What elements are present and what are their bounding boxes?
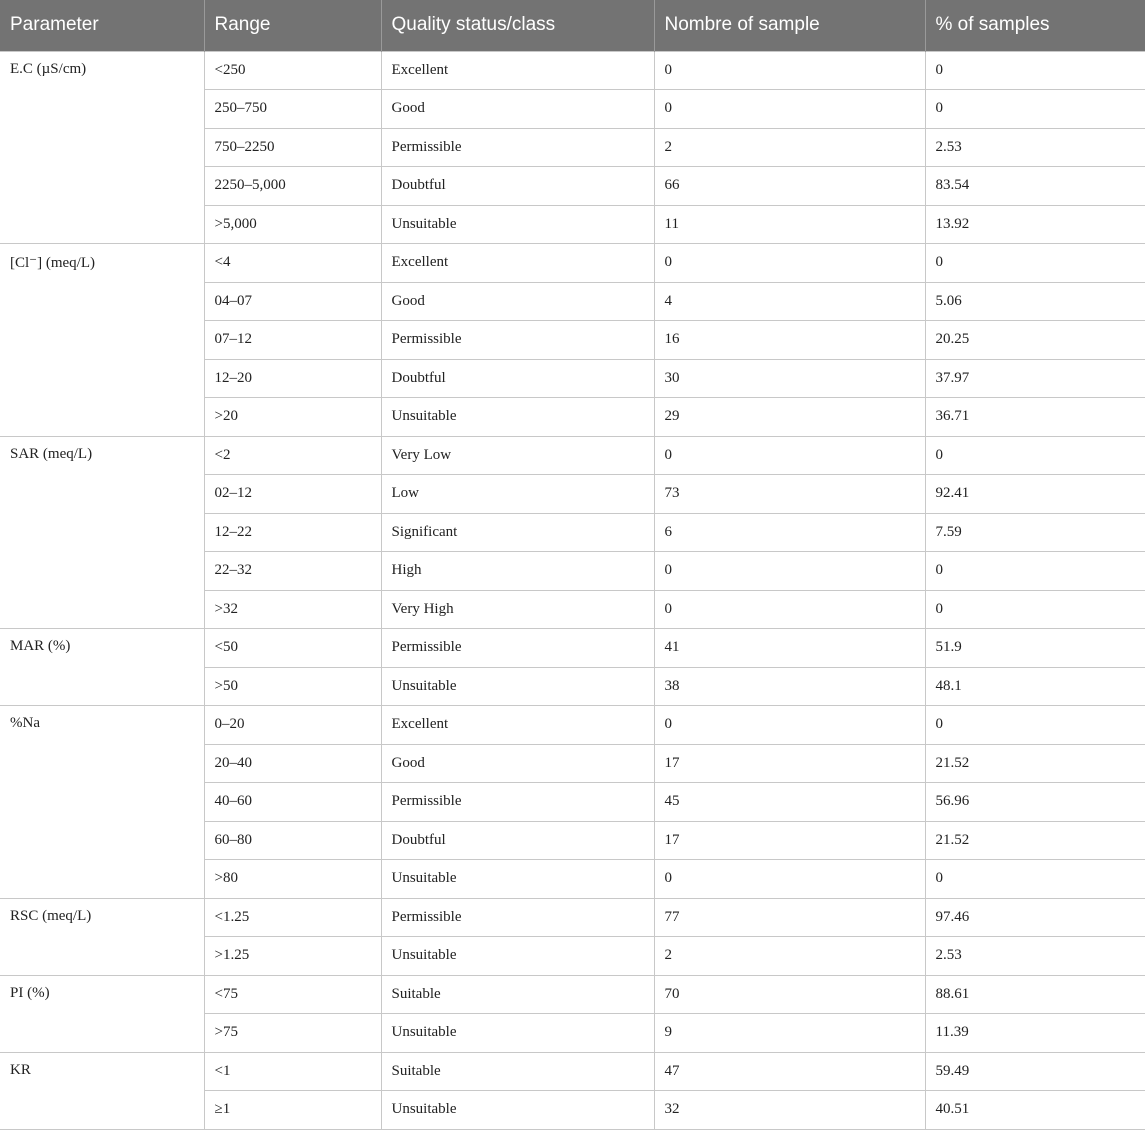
table-row [0, 898, 1145, 937]
parameter-cell: KR [0, 1052, 204, 1129]
sample-count-cell: 0 [654, 590, 925, 629]
range-cell: >50 [204, 667, 381, 706]
quality-status-cell: Permissible [381, 783, 654, 822]
quality-status-cell: Excellent [381, 244, 654, 283]
sample-count-cell: 6 [654, 513, 925, 552]
range-cell: 04–07 [204, 282, 381, 321]
range-cell: 750–2250 [204, 128, 381, 167]
table-row [0, 706, 1145, 745]
quality-status-cell: High [381, 552, 654, 591]
table-row [0, 1052, 1145, 1091]
range-cell: <250 [204, 51, 381, 90]
sample-count-cell: 45 [654, 783, 925, 822]
sample-count-cell: 2 [654, 128, 925, 167]
table-row [0, 244, 1145, 283]
parameter-cell: [Cl⁻] (meq/L) [0, 244, 204, 437]
header-sample-percent: % of samples [925, 0, 1145, 51]
range-cell: 60–80 [204, 821, 381, 860]
sample-count-cell: 66 [654, 167, 925, 206]
range-cell: 22–32 [204, 552, 381, 591]
sample-count-cell: 9 [654, 1014, 925, 1053]
sample-percent-cell: 20.25 [925, 321, 1145, 360]
quality-status-cell: Very Low [381, 436, 654, 475]
header-parameter: Parameter [0, 0, 204, 51]
sample-count-cell: 0 [654, 51, 925, 90]
sample-count-cell: 38 [654, 667, 925, 706]
quality-status-cell: Suitable [381, 1052, 654, 1091]
quality-status-cell: Unsuitable [381, 1014, 654, 1053]
sample-count-cell: 4 [654, 282, 925, 321]
quality-status-cell: Doubtful [381, 167, 654, 206]
sample-count-cell: 70 [654, 975, 925, 1014]
sample-count-cell: 30 [654, 359, 925, 398]
quality-status-cell: Permissible [381, 128, 654, 167]
range-cell: 250–750 [204, 90, 381, 129]
sample-percent-cell: 37.97 [925, 359, 1145, 398]
range-cell: 2250–5,000 [204, 167, 381, 206]
header-row [0, 0, 1145, 51]
table-row [0, 629, 1145, 668]
sample-count-cell: 17 [654, 744, 925, 783]
sample-percent-cell: 56.96 [925, 783, 1145, 822]
range-cell: 12–22 [204, 513, 381, 552]
table-row [0, 975, 1145, 1014]
range-cell: >32 [204, 590, 381, 629]
range-cell: 07–12 [204, 321, 381, 360]
sample-percent-cell: 21.52 [925, 821, 1145, 860]
quality-status-cell: Unsuitable [381, 1091, 654, 1130]
sample-count-cell: 0 [654, 90, 925, 129]
sample-count-cell: 73 [654, 475, 925, 514]
sample-percent-cell: 0 [925, 90, 1145, 129]
sample-percent-cell: 2.53 [925, 128, 1145, 167]
quality-status-cell: Unsuitable [381, 667, 654, 706]
range-cell: <75 [204, 975, 381, 1014]
range-cell: <1 [204, 1052, 381, 1091]
sample-percent-cell: 21.52 [925, 744, 1145, 783]
sample-percent-cell: 51.9 [925, 629, 1145, 668]
sample-percent-cell: 88.61 [925, 975, 1145, 1014]
sample-count-cell: 2 [654, 937, 925, 976]
sample-count-cell: 0 [654, 436, 925, 475]
sample-percent-cell: 92.41 [925, 475, 1145, 514]
sample-count-cell: 17 [654, 821, 925, 860]
quality-status-cell: Good [381, 282, 654, 321]
sample-count-cell: 0 [654, 244, 925, 283]
sample-percent-cell: 0 [925, 552, 1145, 591]
sample-count-cell: 47 [654, 1052, 925, 1091]
parameter-cell: PI (%) [0, 975, 204, 1052]
parameter-cell: %Na [0, 706, 204, 899]
range-cell: 0–20 [204, 706, 381, 745]
sample-percent-cell: 59.49 [925, 1052, 1145, 1091]
table-row [0, 436, 1145, 475]
sample-percent-cell: 0 [925, 590, 1145, 629]
sample-count-cell: 0 [654, 552, 925, 591]
range-cell: 40–60 [204, 783, 381, 822]
sample-percent-cell: 0 [925, 706, 1145, 745]
quality-status-cell: Permissible [381, 321, 654, 360]
sample-percent-cell: 83.54 [925, 167, 1145, 206]
quality-status-cell: Doubtful [381, 821, 654, 860]
quality-status-cell: Permissible [381, 898, 654, 937]
sample-count-cell: 77 [654, 898, 925, 937]
quality-status-cell: Unsuitable [381, 205, 654, 244]
range-cell: <4 [204, 244, 381, 283]
range-cell: 02–12 [204, 475, 381, 514]
sample-percent-cell: 0 [925, 51, 1145, 90]
sample-percent-cell: 36.71 [925, 398, 1145, 437]
quality-status-cell: Permissible [381, 629, 654, 668]
sample-percent-cell: 97.46 [925, 898, 1145, 937]
parameter-cell: E.C (µS/cm) [0, 51, 204, 244]
sample-percent-cell: 40.51 [925, 1091, 1145, 1130]
header-range: Range [204, 0, 381, 51]
sample-percent-cell: 48.1 [925, 667, 1145, 706]
sample-count-cell: 16 [654, 321, 925, 360]
range-cell: >20 [204, 398, 381, 437]
sample-count-cell: 29 [654, 398, 925, 437]
range-cell: <1.25 [204, 898, 381, 937]
range-cell: 12–20 [204, 359, 381, 398]
sample-percent-cell: 0 [925, 436, 1145, 475]
quality-status-cell: Unsuitable [381, 937, 654, 976]
quality-status-cell: Unsuitable [381, 398, 654, 437]
sample-count-cell: 32 [654, 1091, 925, 1130]
quality-status-cell: Low [381, 475, 654, 514]
sample-count-cell: 11 [654, 205, 925, 244]
range-cell: 20–40 [204, 744, 381, 783]
sample-count-cell: 41 [654, 629, 925, 668]
quality-status-cell: Significant [381, 513, 654, 552]
quality-status-cell: Excellent [381, 706, 654, 745]
parameter-cell: MAR (%) [0, 629, 204, 706]
range-cell: <50 [204, 629, 381, 668]
range-cell: >5,000 [204, 205, 381, 244]
quality-status-cell: Unsuitable [381, 860, 654, 899]
sample-percent-cell: 0 [925, 244, 1145, 283]
parameter-cell: RSC (meq/L) [0, 898, 204, 975]
quality-status-cell: Good [381, 90, 654, 129]
range-cell: ≥1 [204, 1091, 381, 1130]
table-row [0, 51, 1145, 90]
header-sample-count: Nombre of sample [654, 0, 925, 51]
range-cell: >1.25 [204, 937, 381, 976]
header-quality-status: Quality status/class [381, 0, 654, 51]
quality-status-cell: Good [381, 744, 654, 783]
sample-percent-cell: 7.59 [925, 513, 1145, 552]
sample-percent-cell: 2.53 [925, 937, 1145, 976]
sample-count-cell: 0 [654, 706, 925, 745]
sample-percent-cell: 5.06 [925, 282, 1145, 321]
quality-status-cell: Suitable [381, 975, 654, 1014]
range-cell: >75 [204, 1014, 381, 1053]
sample-percent-cell: 13.92 [925, 205, 1145, 244]
quality-status-cell: Excellent [381, 51, 654, 90]
range-cell: <2 [204, 436, 381, 475]
table-body [0, 51, 1145, 1129]
sample-percent-cell: 11.39 [925, 1014, 1145, 1053]
range-cell: >80 [204, 860, 381, 899]
sample-percent-cell: 0 [925, 860, 1145, 899]
sample-count-cell: 0 [654, 860, 925, 899]
quality-status-cell: Doubtful [381, 359, 654, 398]
quality-status-cell: Very High [381, 590, 654, 629]
parameter-cell: SAR (meq/L) [0, 436, 204, 629]
